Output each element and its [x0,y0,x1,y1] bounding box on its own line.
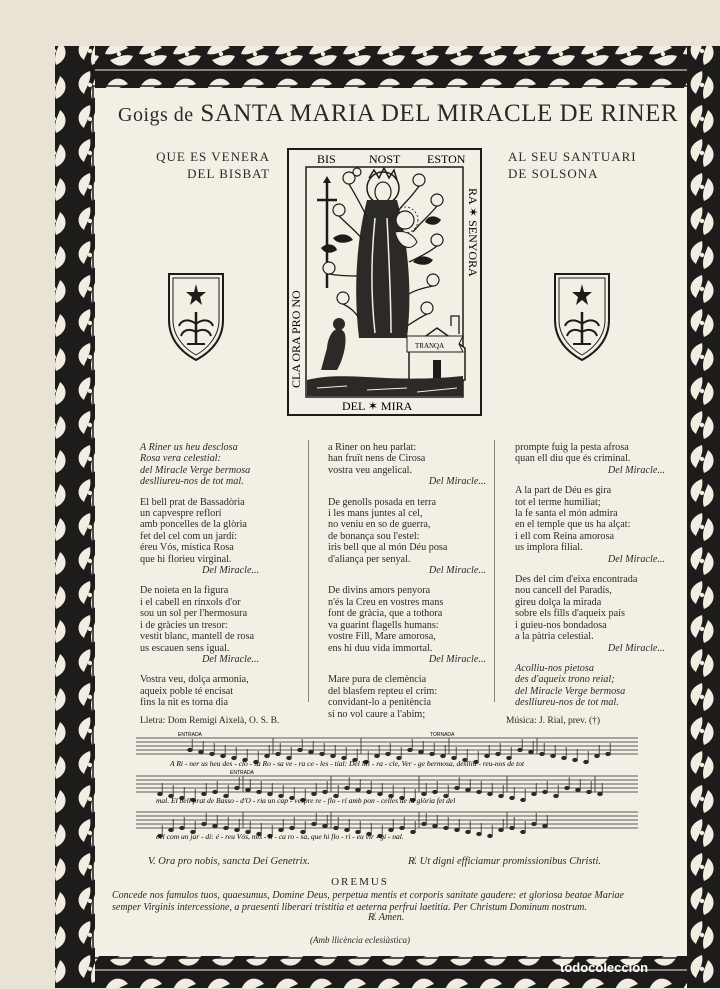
stanza [328,442,486,488]
note-head [331,754,336,757]
virgin-woodcut [287,148,482,416]
verse-line: deslliureu-nos de tot mal. [140,476,244,488]
refrain-cue: Del Miracle... [202,565,260,577]
note-head [543,790,548,793]
note-head [573,758,578,761]
verse-column-3 [515,442,665,718]
verse-line: gireu dolça la mirada [515,596,602,608]
note-head [510,826,515,829]
verse-line: des d'aqueix trono reial; [515,674,615,686]
column-divider [308,440,309,702]
note-head [202,822,207,825]
response: R̸. Ut digni efficiamur promissionibus Christi. [408,856,601,867]
verse-line: fet del cel com un jardí: [140,530,238,542]
verse-line: nou cancell del Paradís, [515,585,612,597]
title-prefix: Goigs de [118,104,194,126]
note-head [606,752,611,755]
score-marker-entrada-2: ENTRADA [230,770,254,776]
note-head [521,798,526,801]
note-head [518,748,523,751]
verse-line: Rosa vera celestial: [140,453,221,465]
verse-line: la fe santa el món admira [515,508,618,520]
score-lyrics-3: cel com un jar - dí: é - reu Vós, mís - ti - ca ro - sa, que hi flo - ri - eu vir - gi - nal. [156,832,404,841]
verse-line: ens hi duu vida immortal. [328,642,433,654]
note-head [276,752,281,755]
stanza [140,442,300,488]
note-head [529,750,534,753]
note-head [367,790,372,793]
column-divider [494,440,495,702]
verse-line: aqueix poble té encisat [140,685,234,697]
note-head [543,824,548,827]
note-head [265,754,270,757]
score-lyrics-2: mal. El bell prat de Basso - d'O - ria un cap - vespre re - flo - rí amb pon - celles de la glòria fet del [156,796,456,805]
verse-line: De noieta en la figura [140,585,229,597]
note-head [298,748,303,751]
verse-line: vestit blanc, mantell de rosa [140,631,255,643]
verse-line: del blasfem repteu el crim: [328,685,438,697]
refrain-cue: Del Miracle... [607,464,665,476]
verse-line: i el cabell en rínxols d'or [140,596,241,608]
shield-icon [553,272,611,362]
verse-column-2 [328,442,486,729]
note-head [188,748,193,751]
verse-line: Des del cim d'eixa encontrada [515,574,638,586]
verse-line: Acolliu-nos pietosa [515,662,594,674]
note-head [320,752,325,755]
verse-line: i les mans juntes al cel, [328,508,423,520]
note-head [521,830,526,833]
stanza [140,497,300,577]
subtitle-right-1: AL SEU SANTUARI [508,149,637,164]
note-head [488,792,493,795]
verse-line: De genolls posada en terra [328,496,437,508]
note-head [466,830,471,833]
title-main: SANTA MARIA DEL MIRACLE DE RINER [200,100,679,127]
verse-line: De divins amors penyora [328,585,431,597]
staff-3 [136,812,638,828]
note-head [430,752,435,755]
note-head [510,796,515,799]
subtitle-left-2: DEL BISBAT [187,166,270,181]
frame-text-right: RA ✶ SENYORA [466,188,480,277]
note-head [221,754,226,757]
verse-line: quan ell diu que és criminal. [515,453,631,465]
refrain-cue: Del Miracle... [202,653,260,665]
note-head [334,826,339,829]
note-head [180,826,185,829]
note-head [213,790,218,793]
note-head [411,830,416,833]
verse-line: sou un sol per l'hermosura [140,608,248,620]
note-head [235,786,240,789]
frame-text-top-2: NOST [369,152,401,166]
shield-icon [167,272,225,362]
coat-of-arms-right [553,272,611,362]
note-head [444,826,449,829]
verse-column-1 [140,442,300,718]
verse-line: i de gràcies un tresor: [140,619,228,631]
stanza [328,674,486,720]
note-head [433,824,438,827]
note-head [496,752,501,755]
verse-line: a la pàtria celestial. [515,631,594,643]
note-head [587,790,592,793]
staff-1 [136,738,638,754]
note-head [386,752,391,755]
note-head [419,750,424,753]
verse-line: va guarint flagells humans: [328,619,439,631]
verse-line: que hi florieu virginal. [140,553,232,565]
verse-line: a Riner on heu parlat: [328,442,417,453]
stanza [140,585,300,665]
subtitle-right [508,148,648,182]
note-head [540,752,545,755]
frame-text-top: BIS [317,152,336,166]
stanza [328,497,486,577]
verse-line: deslliureu-nos de tot mal. [515,697,619,709]
verse-line: éreu Vós, mística Rosa [140,542,234,554]
score-staves [130,728,645,844]
verse-line: El bell prat de Bassadòria [140,496,245,508]
note-head [312,822,317,825]
note-head [455,828,460,831]
watermark: todocoleccion [560,960,649,975]
note-head [309,750,314,753]
note-head [532,822,537,825]
score-marker-tornada: TORNADA [430,732,455,738]
note-head [400,826,405,829]
page-title [118,100,678,128]
subtitle-right-2: DE SOLSONA [508,166,599,181]
note-head [598,792,603,795]
oremus-heading: OREMUS [331,876,389,888]
verse-line: un capvespre reflorí [140,508,222,520]
frame-text-top-3: ESTON [427,152,466,166]
versicle: V. Ora pro nobis, sancta Dei Genetrix. [148,856,310,867]
verse-line: Vostra veu, dolça armonia, [140,674,249,686]
note-head [375,754,380,757]
note-head [224,826,229,829]
verse-line: amb poncelles de la glòria [140,519,247,531]
amen: R̸. Amen. [368,912,405,923]
verse-line: vostre Fill, Mare amorosa, [328,631,436,643]
music-credit: Música: J. Rial, prev. (†) [506,716,601,726]
score-marker-entrada: ENTRADA [178,732,202,738]
verse-line: d'aliança per senyal. [328,553,411,565]
note-head [499,794,504,797]
verse-line: vostra veu angelical. [328,464,413,476]
note-head [422,822,427,825]
refrain-cue: Del Miracle... [428,476,486,488]
verse-line: Mare pura de clemència [328,674,427,686]
note-head [565,786,570,789]
banner-text: TRANQA [415,342,445,350]
verse-line: en el temple que us ha alçat: [515,519,631,531]
verse-line: del Miracle Verge bermosa [140,464,251,476]
note-head [595,754,600,757]
note-head [584,760,589,763]
note-head [356,788,361,791]
stanza [515,574,665,654]
stanza [515,663,665,709]
verse-line: i ell com Reina amorosa [515,530,615,542]
note-head [562,756,567,759]
coat-of-arms-left [167,272,225,362]
note-head [477,790,482,793]
score-lyrics-1: A Ri - ner us heu des - clo - sa Ro - sa ve - ra ce - les - tial: Del Mi - ra - cle, Ver - ge bermosa, deslliu - reu-nos de tot [170,759,525,768]
note-head [554,794,559,797]
note-head [485,754,490,757]
ecclesiastical-licence: (Amb llicència eclesiàstica) [310,935,410,945]
note-head [499,828,504,831]
verse-line: sobre els fills d'aqueix país [515,608,625,620]
verse-line: han fruït nens de Cirosa [328,453,426,465]
stanza [515,485,665,565]
verse-line: A Riner us heu desclosa [140,442,238,453]
verse-line: us escauen sens igual. [140,642,230,654]
note-head [455,786,460,789]
note-head [408,748,413,751]
stanza [515,442,665,476]
note-head [210,752,215,755]
verse-line: tot el terme humiliat; [515,496,601,508]
verse-line: us implora filial. [515,542,583,554]
verse-line: si no vol caure a l'abim; [328,708,426,720]
note-head [532,792,537,795]
note-head [345,786,350,789]
note-head [551,754,556,757]
note-head [323,790,328,793]
refrain-cue: Del Miracle... [428,565,486,577]
stanza [140,674,300,708]
note-head [576,788,581,791]
note-head [441,754,446,757]
verse-line: convidant-lo a penitència [328,697,431,709]
note-head [323,824,328,827]
note-head [466,788,471,791]
verse-line: no veniu en so de guerra, [328,519,431,531]
verse-line: font de gràcia, que a tothora [328,608,443,620]
lyrics-credit: Lletra: Dom Remigi Aixelà, O. S. B. [140,716,280,726]
verse-line: iris bell que al món Déu posa [328,542,448,554]
subtitle-left-1: QUE ES VENERA [156,149,270,164]
note-head [477,832,482,835]
verse-line: de bonança sou l'estel: [328,530,420,542]
refrain-cue: Del Miracle... [607,553,665,565]
frame-text-bottom: DEL ✶ MIRA [342,399,413,413]
musical-score [130,728,645,844]
virgin-woodcut-art [287,148,482,416]
note-head [433,790,438,793]
frame-text-left: CLA ORA PRO NO [289,290,303,388]
note-head [290,826,295,829]
note-head [246,788,251,791]
note-head [213,824,218,827]
stanza [328,585,486,665]
verse-line: A la part de Déu es gira [515,485,612,497]
note-head [488,834,493,837]
verse-line: n'és la Creu en vostres mans [328,596,444,608]
note-head [257,790,262,793]
verse-line: i guieu-nos bondadosa [515,619,607,631]
verse-line: prompte fuig la pesta afrosa [515,442,629,453]
refrain-cue: Del Miracle... [428,653,486,665]
oremus-prayer: Concede nos famulos tuos, quaesumus, Domine Deus, perpetua mentis et corporis sanitate gaudere: et gloriosa beatae Mariae semper Virginis intercessione, a praesenti liberari tristitia et aeterna perfrui laetitia. Per Christum Dominum nostrum. [112,890,624,913]
verse-line: del Miracle Verge bermosa [515,685,626,697]
subtitle-left [155,148,270,182]
verse-line: fins la nit es torna dia [140,697,228,709]
staff-2 [136,776,638,792]
note-head [199,750,204,753]
refrain-cue: Del Miracle... [607,642,665,654]
